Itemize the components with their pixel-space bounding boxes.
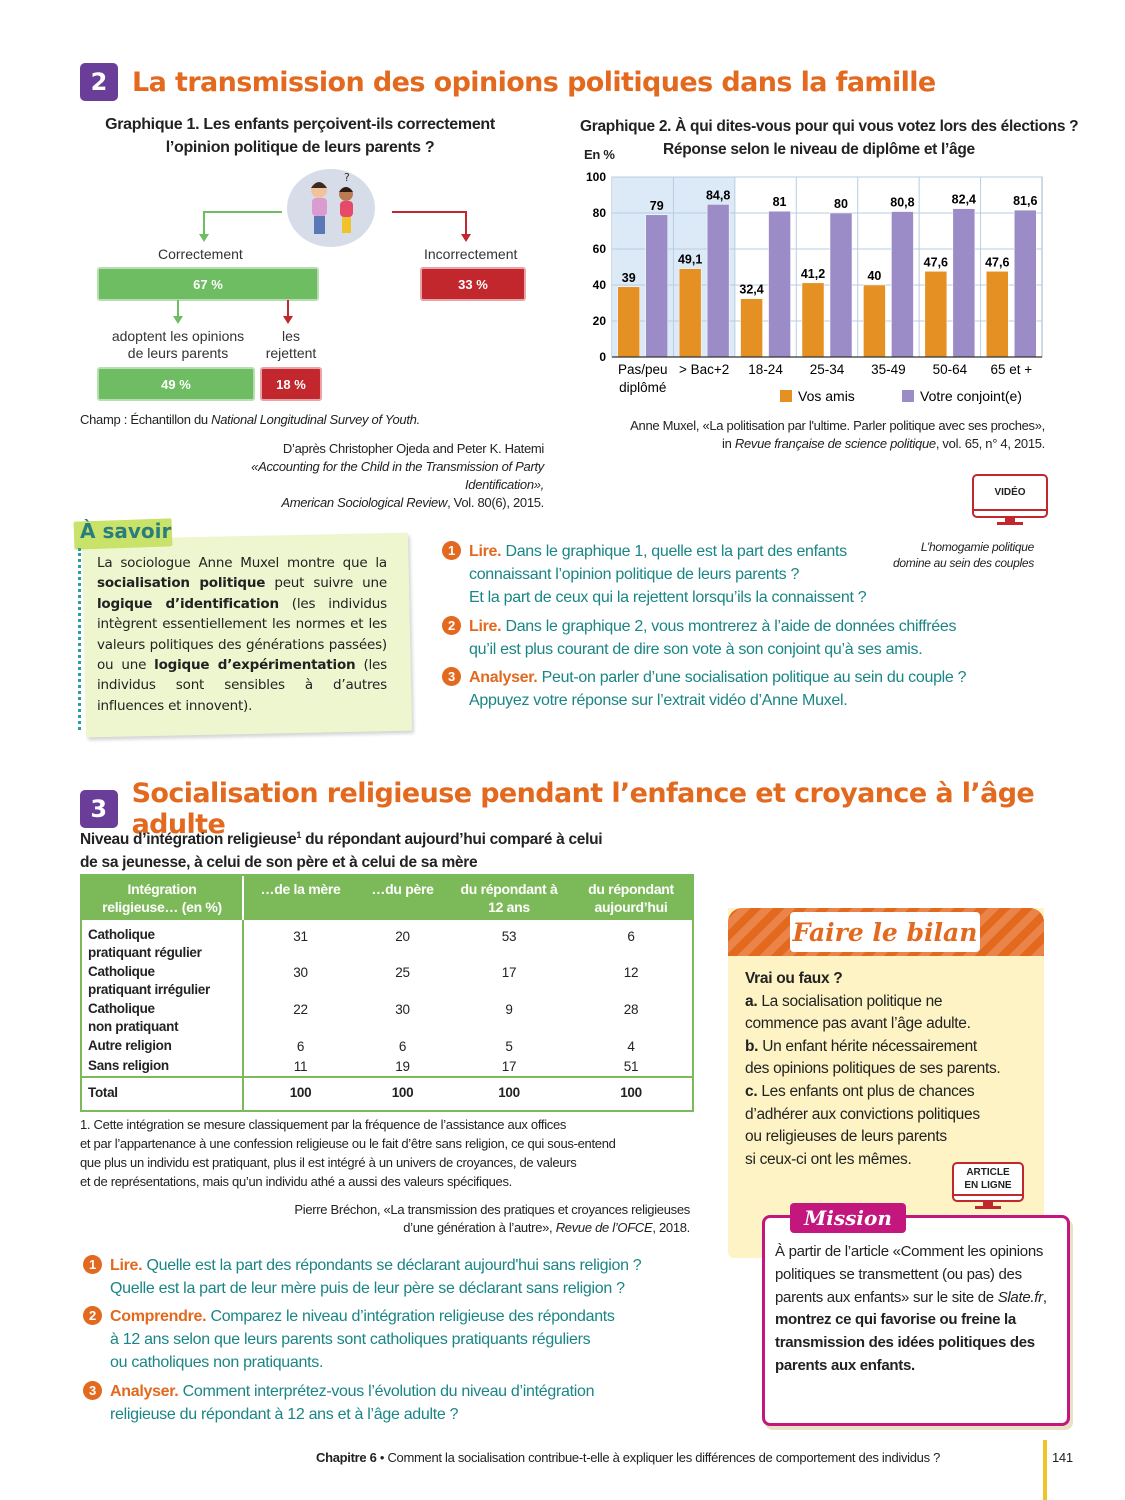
reject-label xyxy=(255,328,327,362)
y-tick-label: 80 xyxy=(592,206,606,220)
table-cell: 51 xyxy=(623,1059,639,1074)
row-label: Sans religion xyxy=(82,1056,243,1077)
table-row xyxy=(82,920,692,962)
bar-amis xyxy=(925,271,947,357)
table-cell: 30 xyxy=(293,965,308,980)
question-number: 3 xyxy=(442,667,461,686)
a-savoir-text: La sociologue Anne Muxel montre que la socialisation politique peut suivre une logique d’identification (les individus intègrent essentiellement les normes et les valeurs politiques des générations passées) ou une logique d’expérimentation (les individus sont sensibles à d’autres influences et innovent). xyxy=(97,555,387,714)
data-label: 82,4 xyxy=(951,192,977,207)
bar-conjoint xyxy=(953,209,975,357)
total-cell: 100 xyxy=(357,1077,448,1110)
svg-text:?: ? xyxy=(344,171,350,184)
incorrect-bar: 33 % xyxy=(420,267,526,301)
table-cell: 17 xyxy=(501,965,517,980)
table-cell: 6 xyxy=(398,1039,407,1054)
item-letter: c. xyxy=(745,1082,758,1100)
subtitle-footnote-ref: 1 xyxy=(296,830,302,840)
total-label: Total xyxy=(82,1077,243,1110)
graph1-title xyxy=(80,113,520,159)
question-line: Quelle est la part de leur mère puis de leur père se déclarant sans religion ? xyxy=(110,1280,625,1297)
graph2-source-vol: , vol. 65, n° 4, 2015. xyxy=(935,436,1045,451)
question-line: Peut-on parler d’une socialisation politique au sein du couple ? xyxy=(541,669,967,686)
table-source-year: , 2018. xyxy=(652,1220,690,1235)
data-label: 80 xyxy=(834,197,848,211)
question-keyword: Analyser. xyxy=(469,669,538,686)
reject-label-line2: rejettent xyxy=(265,345,317,361)
bar-amis xyxy=(802,283,824,357)
bilan-item-c xyxy=(745,1081,1000,1104)
row-label: Catholique pratiquant irrégulier xyxy=(82,962,243,999)
table-cell: 31 xyxy=(293,929,308,944)
video-caption-line1: L’homogamie politique xyxy=(920,540,1034,554)
table-source xyxy=(200,1201,690,1237)
mission-title: Mission xyxy=(790,1203,906,1233)
page-number: 141 xyxy=(1052,1450,1073,1465)
y-tick-label: 60 xyxy=(592,242,606,256)
graph1-branch-arrows xyxy=(190,200,490,245)
footnote-line: 1. Cette intégration se mesure classiquement par la fréquence de l’assistance aux offices xyxy=(80,1117,567,1132)
legend-label: Vos amis xyxy=(798,388,855,404)
section-2-heading xyxy=(80,63,936,101)
data-label: 39 xyxy=(621,270,636,285)
item-letter: a. xyxy=(745,992,758,1010)
section-title: La transmission des opinions politiques dans la famille xyxy=(132,66,936,98)
y-tick-label: 0 xyxy=(599,350,606,364)
source-line2: «Accounting for the Child in the Transmission of Party Identification», xyxy=(251,459,544,492)
bilan-content xyxy=(745,968,1000,1171)
video-link[interactable] xyxy=(972,474,1048,526)
footer-chapter-title: • Comment la socialisation contribue-t-elle à expliquer les différences de comportement des individus ? xyxy=(376,1450,941,1465)
item-line: commence pas avant l’âge adulte. xyxy=(745,1015,971,1033)
bar-amis xyxy=(741,299,763,357)
graph2-title: Graphique 2. À qui dites-vous pour qui vous votez lors des élections ? xyxy=(580,118,1079,135)
bilan-item-b xyxy=(745,1036,1000,1059)
section2-question-3 xyxy=(442,666,966,712)
item-line: d’adhérer aux convictions politiques xyxy=(745,1105,980,1123)
bilan-item-a xyxy=(745,991,1000,1014)
mission-text: À partir de l’article «Comment les opinions politiques se transmettent (ou pas) des parents aux enfants» sur le site de Slate.fr, montrez ce qui favorise ou freine la transmission des idées politiques des parents aux enfants. xyxy=(775,1243,1047,1374)
graph2-subtitle-bound: Réponse selon le niveau de diplôme et l’âge xyxy=(663,141,975,158)
bar-conjoint xyxy=(891,212,913,357)
graph1-title-line2: l’opinion politique de leurs parents ? xyxy=(165,139,435,156)
graph2-source-line1: Anne Muxel, «La politisation par l'ultime. Parler politique avec ses proches», xyxy=(630,418,1045,433)
table-row xyxy=(82,962,692,999)
y-tick-label: 100 xyxy=(585,170,606,184)
source-line1: D’après Christopher Ojeda and Peter K. Hatemi xyxy=(282,441,544,456)
reject-bar: 18 % xyxy=(260,367,322,401)
bar-conjoint xyxy=(707,204,729,357)
table-row xyxy=(82,1056,692,1077)
table-cell: 5 xyxy=(505,1039,513,1054)
table-source-line1: Pierre Bréchon, «La transmission des pratiques et croyances religieuses xyxy=(294,1202,690,1217)
table-total-row xyxy=(82,1077,692,1110)
a-savoir-title: À savoir xyxy=(80,519,172,543)
table-row xyxy=(82,1036,692,1056)
section-number: 2 xyxy=(80,63,118,101)
question-line: Comparez le niveau d’intégration religieuse des répondants xyxy=(210,1308,615,1325)
row-label: Catholique non pratiquant xyxy=(82,999,243,1036)
table-cell: 4 xyxy=(627,1039,635,1054)
x-tick-label: Pas/peu xyxy=(617,362,668,377)
footer-chapter xyxy=(316,1450,940,1465)
bilan-heading: Vrai ou faux ? xyxy=(745,970,843,987)
question-number: 2 xyxy=(442,616,461,635)
bar-conjoint xyxy=(646,215,668,357)
question-line: Dans le graphique 1, quelle est la part des enfants xyxy=(505,543,847,560)
y-tick-label: 40 xyxy=(592,278,606,292)
correct-bar: 67 % xyxy=(97,267,319,301)
item-line: si ceux-ci ont les mêmes. xyxy=(745,1150,912,1168)
footnote-line: et par l’appartenance à une confession religieuse ou le fait d’être sans religion, ce qui sous-entend xyxy=(80,1136,616,1151)
table-cell: 17 xyxy=(501,1059,517,1074)
item-line: Un enfant hérite nécessairement xyxy=(762,1037,977,1055)
section3-question-2 xyxy=(83,1305,615,1374)
bar-amis xyxy=(618,287,640,357)
section2-question-2 xyxy=(442,615,956,661)
section-title: Socialisation religieuse pendant l’enfance et croyance à l’âge adulte xyxy=(131,778,1035,840)
table-header: …de la mère xyxy=(243,876,357,920)
table-source-prefix: d’une génération à l’autre», xyxy=(403,1220,556,1235)
item-letter: b. xyxy=(745,1037,759,1055)
data-label: 47,6 xyxy=(985,255,1010,270)
legend-label: Votre conjoint(e) xyxy=(920,388,1022,404)
question-line: Comment interprétez-vous l’évolution du niveau d’intégration xyxy=(182,1383,595,1400)
table-header-row xyxy=(82,876,692,920)
y-tick-label: 20 xyxy=(592,314,606,328)
data-label: 40 xyxy=(867,269,882,283)
data-label: 84,8 xyxy=(705,188,731,203)
item-line: ou religieuses de leurs parents xyxy=(745,1128,947,1146)
table-cell: 19 xyxy=(395,1059,410,1074)
data-label: 47,6 xyxy=(923,255,949,270)
data-label: 32,4 xyxy=(739,282,764,297)
graph2-source-prefix: in xyxy=(722,436,735,451)
x-tick-label: diplômé xyxy=(619,380,667,395)
graph2-source-journal: Revue française de science politique xyxy=(734,436,936,451)
graph1-source xyxy=(200,440,544,512)
data-label: 79 xyxy=(649,198,664,213)
question-keyword: Lire. xyxy=(110,1257,143,1274)
table-cell: 28 xyxy=(623,1002,639,1017)
x-tick-label: 18-24 xyxy=(748,362,783,377)
question-keyword: Analyser. xyxy=(110,1383,179,1400)
bar-amis xyxy=(986,271,1008,357)
question-line: Et la part de ceux qui la rejettent lorsqu’ils la connaissent ? xyxy=(469,589,867,606)
article-label xyxy=(952,1166,1024,1192)
graph2-source xyxy=(500,417,1045,453)
question-line: ou catholiques non pratiquants. xyxy=(110,1354,324,1371)
video-caption xyxy=(880,539,1034,571)
graph1-champ xyxy=(80,412,420,427)
subtitle-part1: Niveau d’intégration religieuse xyxy=(80,831,297,849)
subtitle-part2: du répondant aujourd’hui comparé à celui xyxy=(301,831,603,849)
question-keyword: Lire. xyxy=(469,618,502,635)
graph1-title-line1: Graphique 1. Les enfants perçoivent-ils correctement xyxy=(105,116,495,133)
table-cell: 12 xyxy=(623,965,639,980)
question-number: 3 xyxy=(83,1381,102,1400)
x-tick-label: 65 et + xyxy=(990,362,1033,377)
row-label: Autre religion xyxy=(82,1036,243,1056)
adopt-label-line1: adoptent les opinions xyxy=(111,328,245,344)
table-cell: 11 xyxy=(293,1059,308,1074)
bar-conjoint xyxy=(769,211,791,357)
adopt-label-line2: de leurs parents xyxy=(127,345,229,361)
x-tick-label: 50-64 xyxy=(932,362,968,377)
champ-prefix: Champ : Échantillon du xyxy=(80,412,212,427)
graph2-ylabel: En % xyxy=(584,147,615,162)
table-source-journal: Revue de l’OFCE xyxy=(555,1220,653,1235)
article-label-line2: EN LIGNE xyxy=(964,1180,1012,1191)
question-line: à 12 ans selon que leurs parents sont catholiques pratiquants réguliers xyxy=(110,1331,591,1348)
adopt-bar: 49 % xyxy=(97,367,255,401)
x-tick-label: 35-49 xyxy=(871,362,906,377)
item-line: Les enfants ont plus de chances xyxy=(761,1082,975,1100)
question-line: religieuse du répondant à 12 ans et à l’âge adulte ? xyxy=(110,1406,459,1423)
table-cell: 22 xyxy=(293,1002,308,1017)
table-cell: 9 xyxy=(505,1002,513,1017)
graph1-sub-arrows xyxy=(160,298,300,326)
data-label: 80,8 xyxy=(890,195,915,210)
source-journal: American Sociological Review xyxy=(281,495,448,510)
legend-swatch xyxy=(902,390,914,402)
table-subtitle xyxy=(80,824,602,874)
question-line: connaissant l’opinion politique de leurs parents ? xyxy=(469,566,800,583)
question-line: Dans le graphique 2, vous montrerez à l’aide de données chiffrées xyxy=(505,618,957,635)
religion-table xyxy=(82,876,692,1110)
article-label-line1: ARTICLE xyxy=(966,1167,1010,1178)
incorrect-label: Incorrectement xyxy=(424,246,518,262)
reject-label-line1: les xyxy=(282,328,300,344)
question-keyword: Lire. xyxy=(469,543,502,560)
table-header: du répondant à 12 ans xyxy=(448,876,570,920)
question-number: 1 xyxy=(83,1255,102,1274)
section3-question-1 xyxy=(83,1254,641,1300)
question-number: 2 xyxy=(83,1306,102,1325)
item-line: des opinions politiques de ses parents. xyxy=(745,1060,1001,1078)
data-label: 41,2 xyxy=(800,266,826,281)
total-cell: 100 xyxy=(448,1077,570,1110)
video-label: VIDÉO xyxy=(994,487,1026,498)
question-keyword: Comprendre. xyxy=(110,1308,207,1325)
table-header: …du père xyxy=(357,876,448,920)
champ-survey: National Longitudinal Survey of Youth. xyxy=(211,412,420,427)
question-line: Quelle est la part des répondants se déclarant aujourd'hui sans religion ? xyxy=(146,1257,642,1274)
table-cell: 53 xyxy=(501,929,517,944)
table-cell: 20 xyxy=(395,929,410,944)
data-label: 49,1 xyxy=(677,252,703,267)
table-cell: 6 xyxy=(627,929,635,944)
total-cell: 100 xyxy=(243,1077,357,1110)
table-cell: 30 xyxy=(395,1002,410,1017)
bilan-title: Faire le bilan xyxy=(790,912,980,952)
footer-bar xyxy=(1043,1440,1047,1500)
a-savoir-dotted-line xyxy=(78,548,81,730)
bar-conjoint xyxy=(1014,210,1036,357)
x-tick-label: > Bac+2 xyxy=(678,362,730,377)
x-tick-label: 25-34 xyxy=(809,362,845,377)
adopt-label xyxy=(98,328,258,362)
video-caption-line2: domine au sein des couples xyxy=(893,556,1034,570)
item-line: La socialisation politique ne xyxy=(761,992,943,1010)
table-cell: 6 xyxy=(296,1039,305,1054)
footnote-line: que plus un individu est pratiquant, plus il est intégré à un univers de croyances, de valeurs xyxy=(80,1155,577,1170)
subtitle-line2: de sa jeunesse, à celui de son père et à celui de sa mère xyxy=(80,854,478,872)
total-cell: 100 xyxy=(570,1077,692,1110)
correct-label: Correctement xyxy=(158,246,243,262)
data-label: 81 xyxy=(772,195,787,210)
section3-question-3 xyxy=(83,1380,594,1426)
footnote-line: et de représentations, mais qu’un individu athé a aussi des valeurs spécifiques. xyxy=(80,1174,512,1189)
footer-chapter-number: Chapitre 6 xyxy=(316,1450,377,1465)
question-line: qu’il est plus courant de dire son vote à son conjoint qu’à ses amis. xyxy=(469,641,923,658)
row-label: Catholique pratiquant régulier xyxy=(82,920,243,962)
section-number: 3 xyxy=(80,790,118,828)
table-header: du répondant aujourd’hui xyxy=(570,876,692,920)
religion-table-frame xyxy=(80,874,694,1112)
article-en-ligne-link[interactable] xyxy=(952,1162,1024,1210)
graph2-chart xyxy=(570,160,1050,415)
table-row xyxy=(82,999,692,1036)
table-cell: 25 xyxy=(395,965,410,980)
table-footnote xyxy=(80,1115,616,1191)
bar-amis xyxy=(863,285,885,357)
question-line: Appuyez votre réponse sur l’extrait vidéo d’Anne Muxel. xyxy=(469,692,848,709)
data-label: 81,6 xyxy=(1013,194,1038,209)
section2-question-1 xyxy=(442,540,866,609)
bar-conjoint xyxy=(830,213,852,357)
question-number: 1 xyxy=(442,541,461,560)
legend-swatch xyxy=(780,390,792,402)
table-header: Intégration religieuse… (en %) xyxy=(82,876,243,920)
source-vol: , Vol. 80(6), 2015. xyxy=(447,495,544,510)
bar-amis xyxy=(679,269,701,357)
